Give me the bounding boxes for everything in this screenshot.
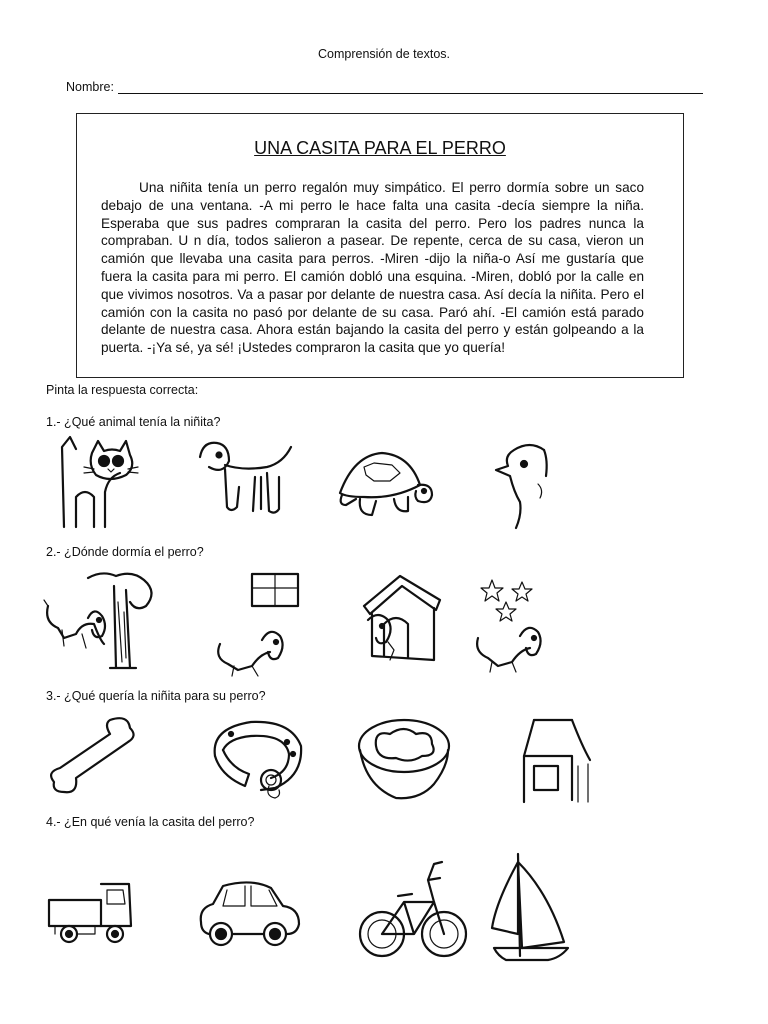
truck-icon[interactable] (45, 880, 135, 950)
dog-under-window-icon[interactable] (212, 574, 312, 678)
instructions: Pinta la respuesta correcta: (46, 383, 199, 397)
doghouse-icon[interactable] (518, 716, 593, 804)
story-box (76, 113, 684, 378)
dog-under-tree-icon[interactable] (42, 572, 157, 672)
question-3: 3.- ¿Qué quería la niñita para su perro? (46, 689, 266, 703)
bicycle-icon[interactable] (358, 862, 468, 960)
car-icon[interactable] (195, 878, 305, 958)
question-4: 4.- ¿En qué venía la casita del perro? (46, 815, 255, 829)
bird-icon[interactable] (490, 440, 560, 530)
story-text: Una niñita tenía un perro regalón muy simpático. El perro dormía sobre un saco debajo de una ventana. -A mi perro le hace falta una casita -decía siempre la niña. Esperaba que sus padres compraran la casita del perro. Pero los padres nunca la compraban. U n día, todos salieron a pasear. De repente, cerca de su casa, vieron un camión que llevaba una casita para perros. -Miren -dijo la niña-o Así me gustaría que fuera la casita para mi perro. El camión dobló una esquina. -Miren, dobló por la calle en que vivimos nosotros. Va a pasar por delante de nuestra casa. Así decía la niñita. Pero el camión con la casita no pasó por delante de su casa. Paró ahí. -El camión está parado delante de nuestra casa. Ahora están bajando la casita del perro y están golpeando a la puerta. -¡Ya sé, ya sé! ¡Ustedes compraron la casita que yo quería! (101, 180, 644, 356)
name-input-line[interactable] (118, 93, 703, 94)
question-1: 1.- ¿Qué animal tenía la niñita? (46, 415, 221, 429)
question-2: 2.- ¿Dónde dormía el perro? (46, 545, 204, 559)
dog-icon[interactable] (195, 437, 295, 529)
food-bowl-icon[interactable] (356, 716, 452, 804)
collar-icon[interactable] (205, 716, 305, 800)
document-header: Comprensión de textos. (317, 47, 450, 61)
dog-in-doghouse-icon[interactable] (360, 576, 448, 664)
dog-under-stars-icon[interactable] (470, 576, 550, 676)
story-title: UNA CASITA PARA EL PERRO (254, 138, 506, 158)
sailboat-icon[interactable] (488, 852, 573, 962)
name-label: Nombre: (66, 80, 114, 94)
bone-icon[interactable] (48, 716, 138, 796)
cat-icon[interactable] (50, 437, 140, 529)
turtle-icon[interactable] (334, 445, 434, 521)
